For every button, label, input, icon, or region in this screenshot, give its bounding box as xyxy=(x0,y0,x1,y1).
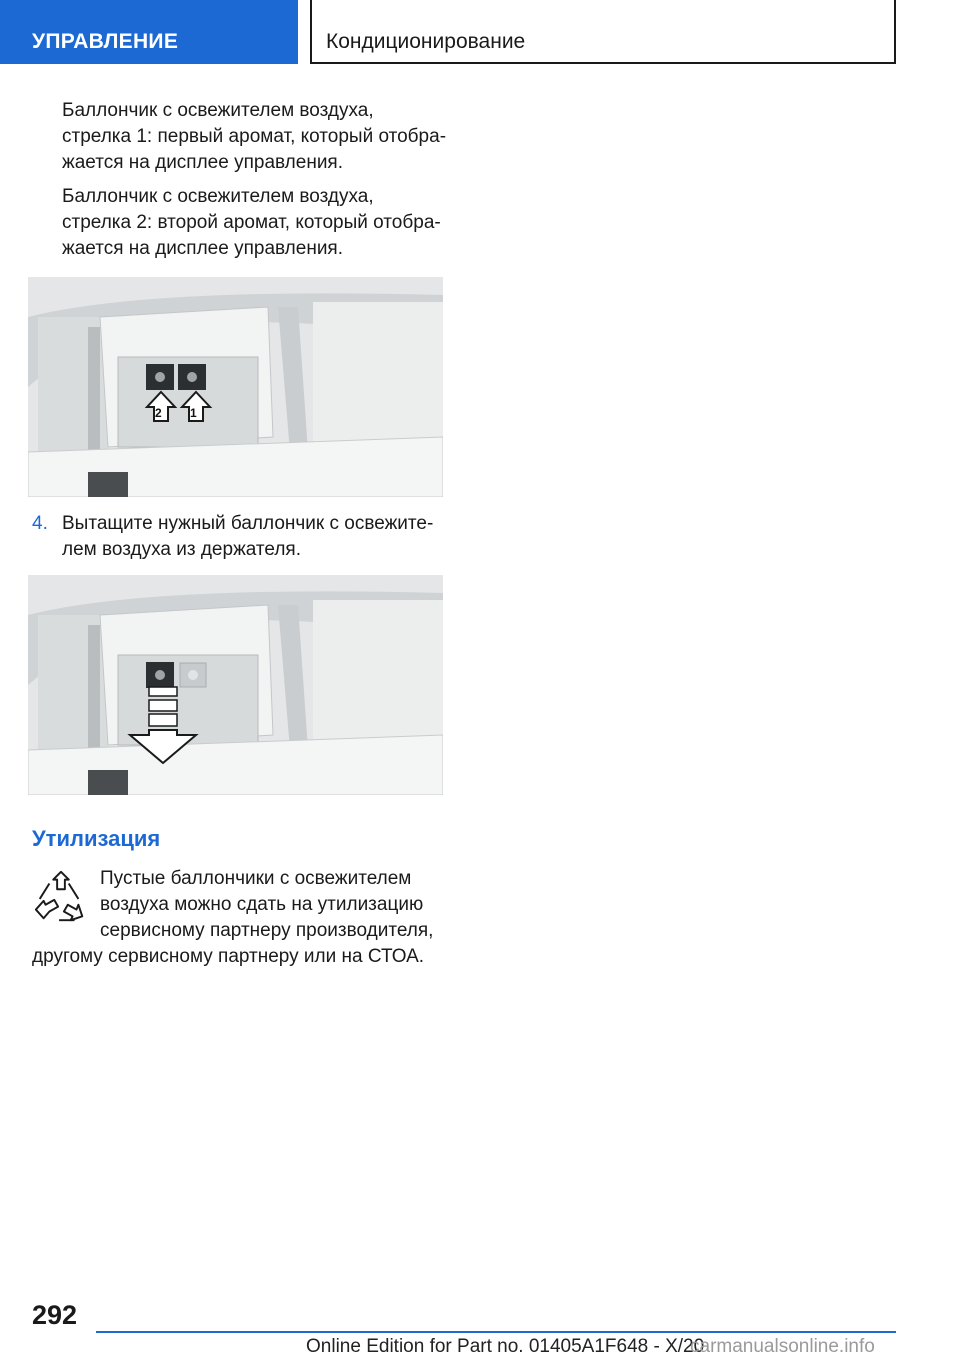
figure-cartridge-removal xyxy=(28,575,443,795)
intro-paragraph-1 xyxy=(62,98,452,176)
footer-divider xyxy=(96,1331,896,1333)
chapter-title: Кондиционирование xyxy=(326,30,526,53)
text-line: Вытащите нужный баллончик с освежите- xyxy=(62,513,434,534)
arrow-label-2: 2 xyxy=(155,406,162,420)
text-line: другому сервисному партнеру или на СТОА. xyxy=(32,946,425,967)
text-line: Пустые баллончики с освежителем xyxy=(100,868,412,889)
intro-paragraph-2 xyxy=(62,184,452,262)
text-line: воздуха можно сдать на утилизацию xyxy=(100,894,424,915)
page-number: 292 xyxy=(32,1300,78,1330)
cartridge-1 xyxy=(178,364,206,390)
text-line: жается на дисплее управления. xyxy=(62,152,344,173)
text-line: сервисному партнеру производителя, xyxy=(100,920,434,941)
text-line: стрелка 2: второй аромат, который отобра- xyxy=(62,212,441,233)
watermark: carmanualsonline.info xyxy=(690,1336,875,1357)
disposal-text xyxy=(32,866,452,970)
section-tab xyxy=(0,0,298,64)
arrow-label-1: 1 xyxy=(190,406,197,420)
step-number: 4. xyxy=(32,513,48,534)
text-line: Баллончик с освежителем воздуха, xyxy=(62,100,374,121)
step-4-text xyxy=(62,511,452,563)
cartridge-2 xyxy=(146,364,174,390)
section-title: УПРАВЛЕНИЕ xyxy=(32,30,179,53)
text-line: жается на дисплее управления. xyxy=(62,238,344,259)
figure-cartridges-arrows xyxy=(28,277,443,497)
text-line: Баллончик с освежителем воздуха, xyxy=(62,186,374,207)
text-line: лем воздуха из держателя. xyxy=(62,539,302,560)
chapter-tab xyxy=(310,0,896,64)
cartridge-remaining xyxy=(146,662,174,688)
edition-info: Online Edition for Part no. 01405A1F648 - X/20 xyxy=(306,1336,705,1357)
text-line: стрелка 1: первый аромат, который отобра- xyxy=(62,126,447,147)
section-heading: Утилизация xyxy=(32,826,161,851)
